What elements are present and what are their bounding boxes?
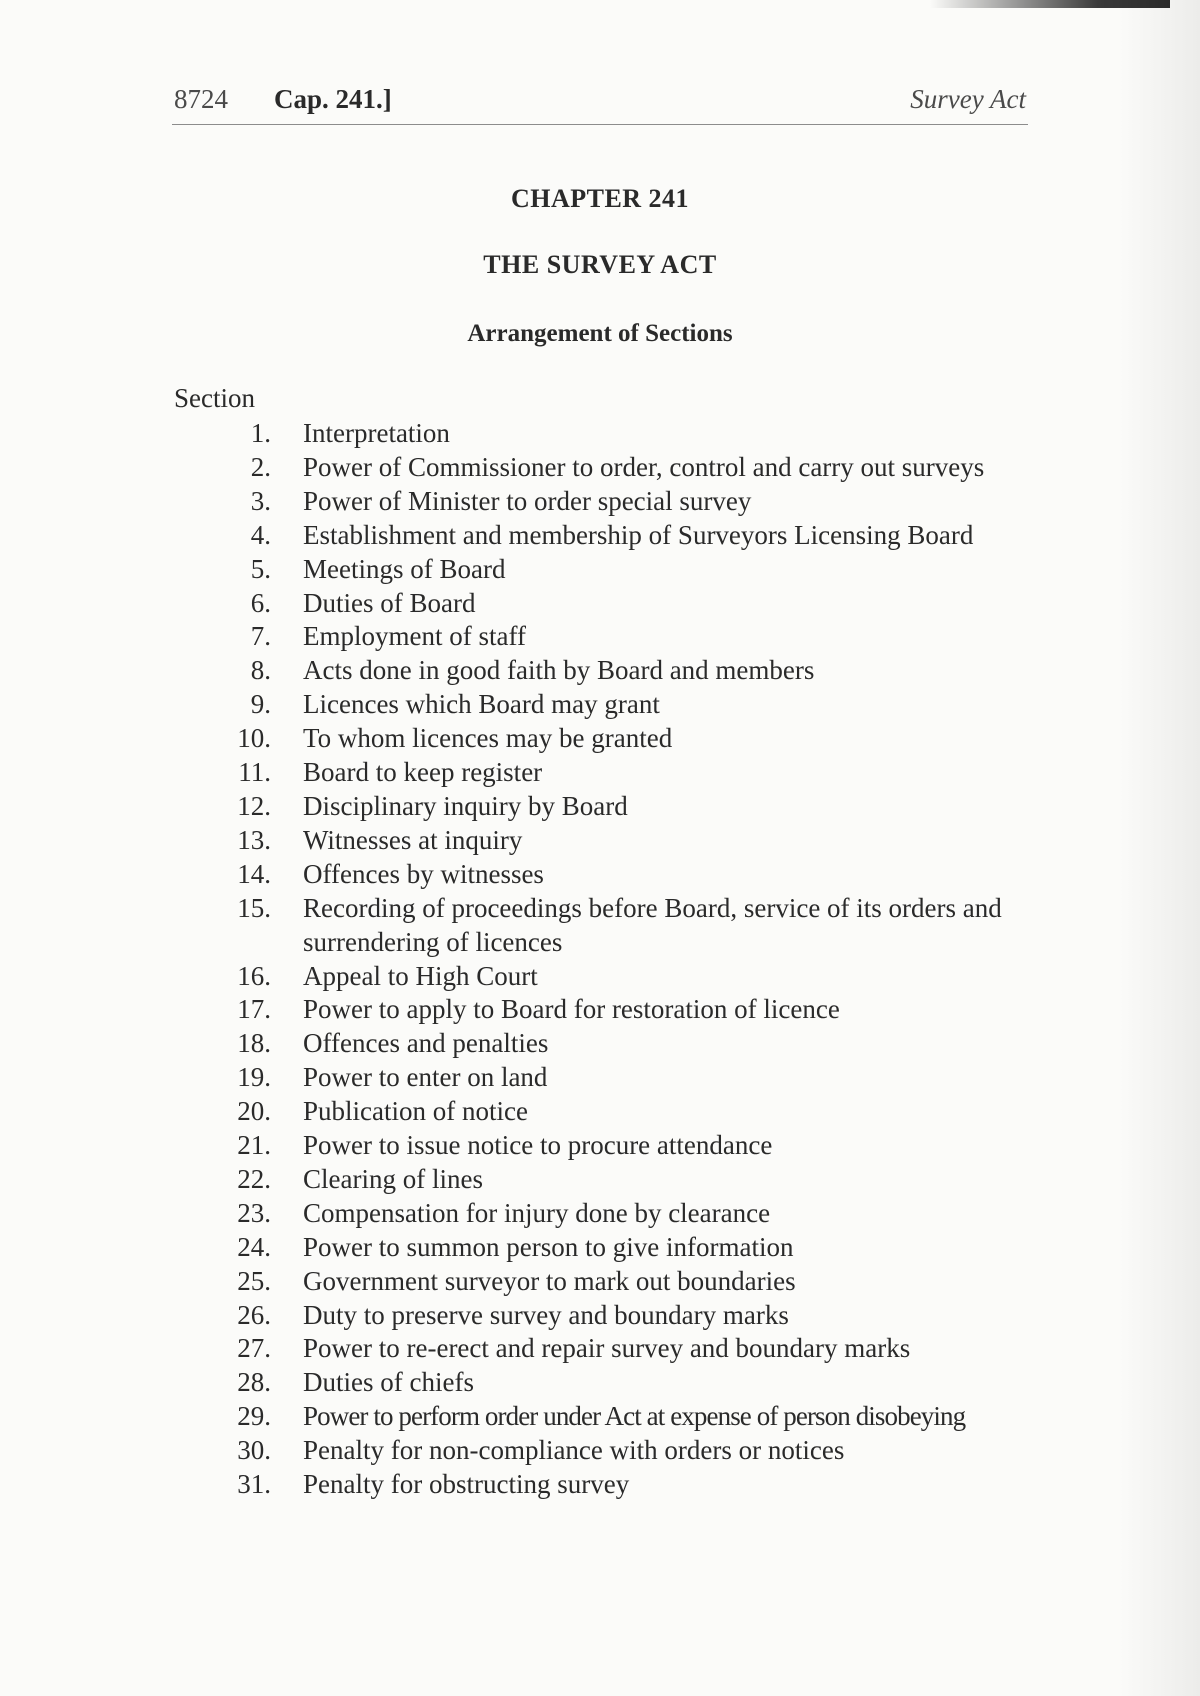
section-item [174,688,1044,722]
section-number: 5. [250,553,271,584]
section-number: 13. [237,824,271,855]
section-title: Power of Commissioner to order, control and carry out surveys [303,451,985,482]
section-title: Power to re-erect and repair survey and boundary marks [303,1333,911,1364]
section-number: 26. [237,1299,271,1330]
section-item [174,1468,1044,1502]
section-item [174,993,1044,1027]
section-number: 21. [237,1130,271,1161]
section-number: 19. [237,1062,271,1093]
section-item [174,1434,1044,1468]
section-title: Duties of chiefs [303,1367,474,1398]
section-number: 7. [250,621,271,652]
section-number: 27. [237,1333,271,1364]
section-number: 3. [250,485,271,516]
section-item [174,1061,1044,1095]
section-title: Power to summon person to give information [303,1231,794,1262]
section-number: 12. [237,790,271,821]
section-item [174,1231,1044,1265]
section-item [174,790,1044,824]
section-title: Penalty for non-compliance with orders or notices [303,1435,845,1466]
section-number: 4. [250,519,271,550]
section-title: Disciplinary inquiry by Board [303,790,628,821]
section-number: 24. [237,1231,271,1262]
section-number: 15. [237,892,271,923]
section-item [174,1197,1044,1231]
section-number: 9. [250,689,271,720]
section-title: Duty to preserve survey and boundary marks [303,1299,789,1330]
section-item [174,587,1044,621]
section-item [174,620,1044,654]
section-item [174,960,1044,994]
running-header [174,84,1026,120]
section-number: 28. [237,1367,271,1398]
section-item [174,1265,1044,1299]
running-act-title: Survey Act [910,84,1026,114]
section-item [174,417,1044,451]
section-item [174,1129,1044,1163]
section-title: Offences by witnesses [303,858,544,889]
section-number: 8. [250,655,271,686]
section-title: Government surveyor to mark out boundaries [303,1265,796,1296]
section-number: 10. [237,723,271,754]
page-number: 8724 [174,84,228,114]
section-number: 29. [237,1401,271,1432]
section-title: Power to apply to Board for restoration of licence [303,994,840,1025]
section-title: Power to issue notice to procure attendance [303,1130,773,1161]
section-number: 11. [238,757,271,788]
section-title: Power to enter on land [303,1062,548,1093]
section-number: 2. [250,451,271,482]
section-title: Interpretation [303,418,450,448]
section-number: 25. [237,1265,271,1296]
section-item [174,892,1044,960]
section-number: 17. [237,994,271,1025]
sections-list [174,417,1044,1502]
section-number: 18. [237,1028,271,1059]
section-title: Employment of staff [303,621,526,652]
section-item [174,1299,1044,1333]
section-item [174,654,1044,688]
section-number: 6. [250,587,271,618]
section-title: Board to keep register [303,757,543,788]
chapter-heading: CHAPTER 241 [510,184,690,213]
section-item [174,451,1044,485]
section-item [174,1400,1044,1434]
section-item [174,1332,1044,1366]
section-number: 1. [250,418,271,448]
section-title: Meetings of Board [303,553,506,584]
section-title: Offences and penalties [303,1028,549,1059]
section-number: 16. [237,960,271,991]
section-item [174,519,1044,553]
section-title: Acts done in good faith by Board and members [303,655,815,686]
section-title: Power of Minister to order special survey [303,485,752,516]
section-number: 14. [237,858,271,889]
section-title: Compensation for injury done by clearance [303,1197,771,1228]
section-item [174,722,1044,756]
header-rule [172,124,1028,125]
section-item [174,824,1044,858]
section-number: 30. [237,1435,271,1466]
section-title: Penalty for obstructing survey [303,1469,630,1500]
section-title: To whom licences may be granted [303,723,673,754]
section-number: 31. [237,1469,271,1500]
section-item [174,1366,1044,1400]
section-title: Licences which Board may grant [303,689,660,720]
section-item [174,1027,1044,1061]
section-number: 22. [237,1163,271,1194]
section-title: Appeal to High Court [303,960,538,991]
chapter-reference: Cap. 241.] [274,84,392,114]
section-title: Power to perform order under Act at expense of person disobeying [303,1401,966,1432]
section-title: Witnesses at inquiry [303,824,523,855]
section-title: Publication of notice [303,1096,528,1127]
section-number: 20. [237,1096,271,1127]
section-column-label: Section [174,383,255,413]
arrangement-heading: Arrangement of Sections [467,320,733,347]
section-item [174,553,1044,587]
section-item [174,485,1044,519]
section-item [174,1163,1044,1197]
section-number: 23. [237,1197,271,1228]
section-title: Recording of proceedings before Board, service of its orders and surrendering of licences [303,892,1002,957]
scan-edge-mark [930,0,1170,8]
act-heading: THE SURVEY ACT [483,250,717,279]
section-title: Duties of Board [303,587,476,618]
section-item [174,1095,1044,1129]
section-title: Clearing of lines [303,1163,483,1194]
section-title: Establishment and membership of Surveyors Licensing Board [303,519,974,550]
section-item [174,858,1044,892]
section-item [174,756,1044,790]
